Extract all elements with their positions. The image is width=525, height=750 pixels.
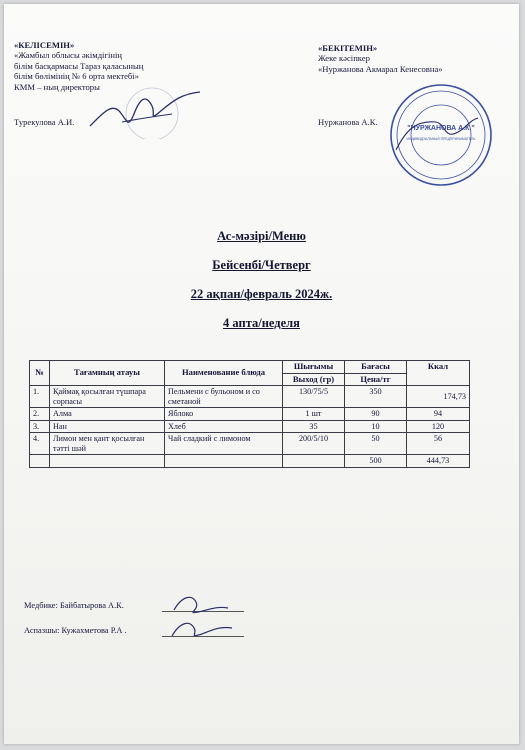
- menu-document-page: [4, 4, 519, 744]
- total-price: 500: [345, 455, 407, 468]
- cell-kcal: 94: [407, 408, 470, 421]
- staff-signatures-icon: [168, 592, 238, 640]
- menu-table: [29, 360, 470, 468]
- cell-price: 50: [345, 433, 407, 455]
- approval-left-line: КММ – ның директоры: [14, 81, 100, 92]
- cell-num: 1.: [30, 386, 50, 408]
- table-total-row: [30, 455, 470, 468]
- header-price-kz: Бағасы: [345, 361, 407, 374]
- header-kcal: Ккал: [407, 361, 470, 386]
- cell-kcal: 174,73: [407, 386, 470, 408]
- approval-left-heading: «КЕЛІСЕМІН»: [14, 40, 75, 50]
- table-row: [30, 408, 470, 421]
- cell-name-kz: Нан: [50, 420, 165, 433]
- header-name-kz: Тағамның атауы: [50, 361, 165, 386]
- total-kcal: 444,73: [407, 455, 470, 468]
- cell-yield: 35: [283, 420, 345, 433]
- approval-right-line: Жеке кәсіпкер: [318, 53, 370, 64]
- table-header-row: [30, 361, 470, 374]
- cell-name-kz: Лимон мен қант қосылған тәтті шәй: [50, 433, 165, 455]
- cell-yield: 200/5/10: [283, 433, 345, 455]
- approval-left-line: «Жамбыл облысы әкімдігінің: [14, 50, 122, 61]
- cell-kcal: 120: [407, 420, 470, 433]
- cell-name-kz: Алма: [50, 408, 165, 421]
- title-week: 4 апта/неделя: [223, 316, 300, 330]
- stamp-center-text: "НУРЖАНОВА А.К.": [407, 125, 475, 132]
- header-name-ru: Наименование блюда: [165, 361, 283, 386]
- approval-right-line: «Нуржанова Акмарал Кенесовна»: [318, 63, 443, 74]
- approval-right-block: [318, 43, 508, 74]
- cell-price: 10: [345, 420, 407, 433]
- cell-name-ru: Пельмени с бульоном и со сметаной: [165, 386, 283, 408]
- title-day: Бейсенбі/Четверг: [212, 258, 311, 272]
- approval-right-signer: Нуржанова А.К.: [318, 117, 378, 127]
- cell-name-ru: Чай сладкий с лимоном: [165, 433, 283, 455]
- header-yield-ru: Выход (гр): [283, 373, 345, 386]
- cell-name-ru: Яблоко: [165, 408, 283, 421]
- cell-kcal: 56: [407, 433, 470, 455]
- stamp-sub-text: ИНДИВИДУАЛЬНЫЙ ПРЕДПРИНИМАТЕЛЬ: [406, 137, 476, 141]
- cell-name-ru: Хлеб: [165, 420, 283, 433]
- cell-price: 90: [345, 408, 407, 421]
- cell-yield: 1 шт: [283, 408, 345, 421]
- cell-num: 4.: [30, 433, 50, 455]
- cell-num: 2.: [30, 408, 50, 421]
- header-num: №: [30, 361, 50, 386]
- director-signature-icon: [82, 84, 212, 139]
- header-yield-kz: Шығымы: [283, 361, 345, 374]
- table-row: [30, 386, 470, 408]
- cell-name-kz: Қаймақ қосылған түшпара сорпасы: [50, 386, 165, 408]
- title-date: 22 ақпан/февраль 2024ж.: [190, 287, 333, 301]
- table-row: [30, 433, 470, 455]
- stamp-seal-icon: [386, 80, 496, 190]
- approval-left-line: білім басқармасы Тараз қаласының: [14, 60, 144, 71]
- approval-right-heading: «БЕКІТЕМІН»: [318, 43, 378, 53]
- header-price-ru: Цена/тг: [345, 373, 407, 386]
- cook-signature-line: Аспазшы: Кужахметова Р.А .: [24, 626, 127, 635]
- table-row: [30, 420, 470, 433]
- approval-left-signer: Турекулова А.И.: [14, 117, 75, 127]
- title-menu: Ас-мәзірі/Меню: [217, 229, 306, 243]
- approval-left-line: білім бөлімінің № 6 орта мектебі»: [14, 71, 139, 82]
- cell-yield: 130/75/5: [283, 386, 345, 408]
- cell-price: 350: [345, 386, 407, 408]
- nurse-signature-line: Медбике: Байбатырова А.К.: [24, 601, 124, 610]
- cell-num: 3.: [30, 420, 50, 433]
